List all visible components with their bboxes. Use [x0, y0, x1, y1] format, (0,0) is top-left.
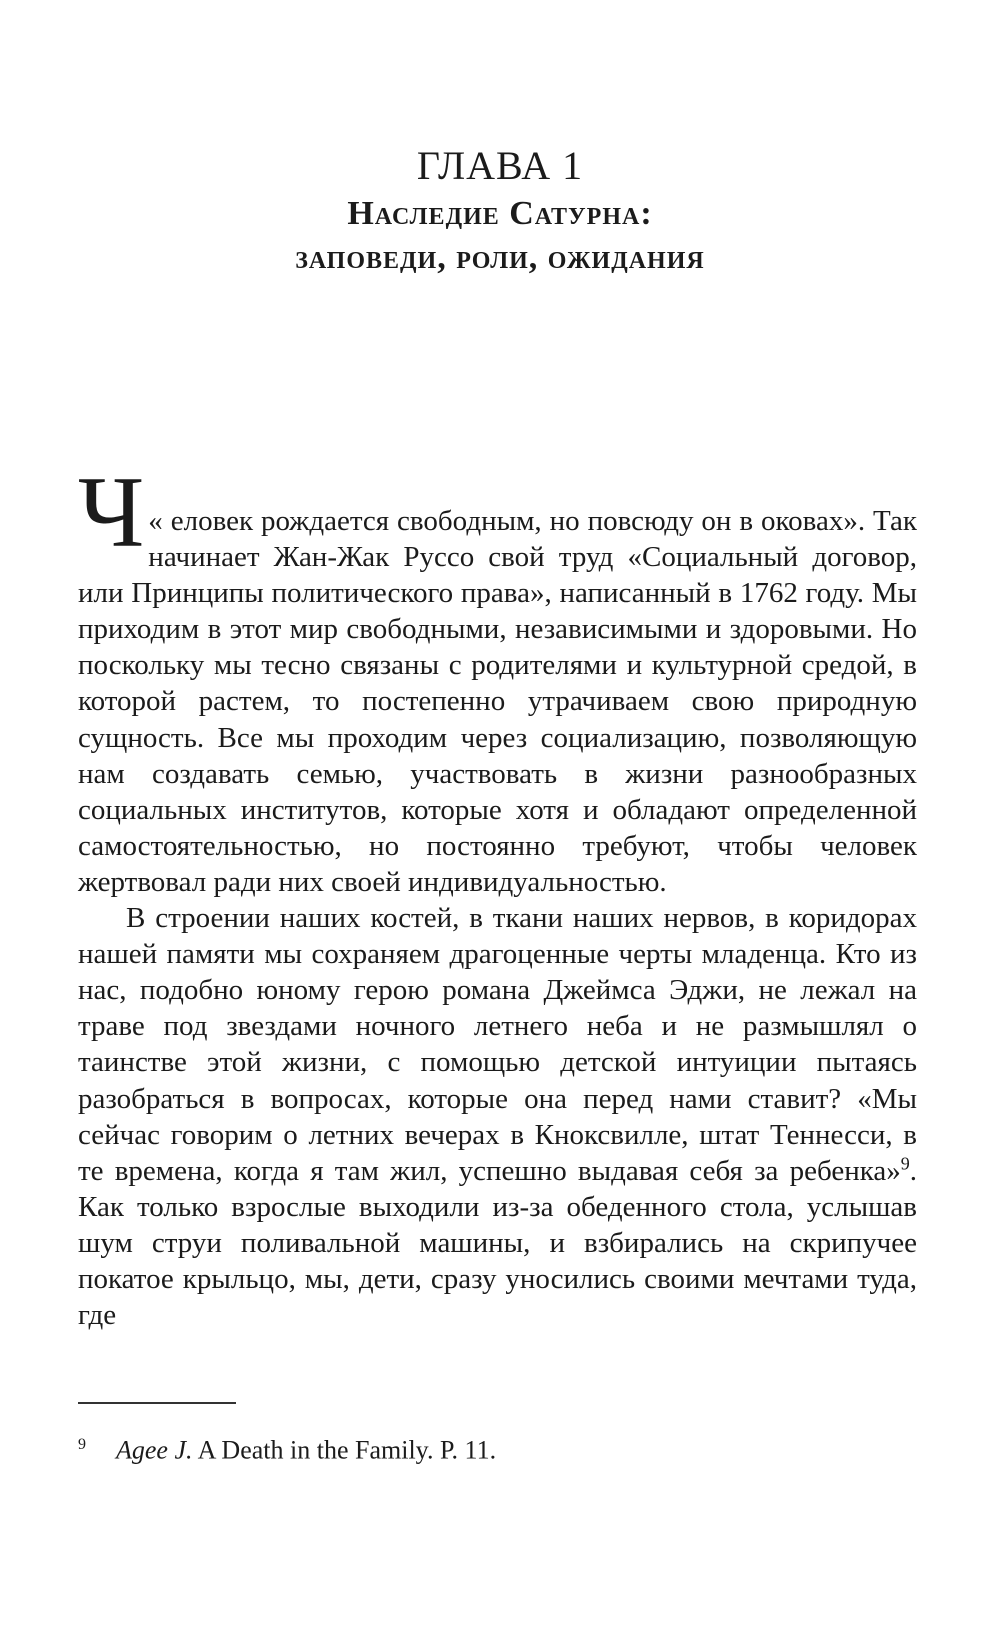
chapter-label: ГЛАВА 1 [416, 143, 584, 188]
paragraph-2-continuation: . Как только взрослые выходили из-за обеденного стола, услышав шум струи поливальной машины, и взбирались на скрипучее покатое крыльцо, мы, дети, сразу уносились своими мечтами туда, где [78, 1154, 917, 1332]
footnote-reference[interactable]: 9 [900, 1153, 910, 1174]
chapter-title-line-1: Наследие Сатурна: [347, 195, 653, 232]
paragraph-2-text: В строении наших костей, в ткани наших нервов, в коридорах нашей памяти мы сохраняем драгоценные черты младенца. Кто из нас, подобно юному герою романа Джеймса Эджи, не лежал на траве под звездами ночного летнего неба и не размышлял о таинстве этой жизни, с помощью детской интуиции пытаясь разобраться в вопросах, которые она перед нами ставит? «Мы сейчас говорим о летних вечерах в Кноксвилле, штат Теннесси, в те времена, когда я там жил, успешно выдавая себя за ребенка» [78, 902, 917, 1187]
footnote-divider [78, 1402, 236, 1404]
first-line-spacer [78, 467, 917, 503]
drop-cap: Ч [78, 456, 145, 569]
paragraph-1-text: еловек рождается свободным, но повсюду он в оковах». Так начинает Жан-Жак Руссо свой труд «Социальный договор, или Принципы политического права», написанный в 1762 году. Мы приходим в этот мир свободными, независимыми и здоровыми. Но поскольку мы тесно связаны с родителями и культурной средой, в которой растем, то постепенно утрачиваем свою природную сущность. Все мы проходим через социализацию, позволяющую нам создавать семью, участвовать в жизни разнообразных социальных институтов, которые хотя и обладают определенной самостоятельностью, но постоянно требуют, чтобы человек жертвовал ради них своей индивидуальностью. [78, 505, 917, 898]
paragraph-1 [78, 505, 917, 898]
chapter-title-line-2: заповеди, роли, ожидания [295, 239, 705, 276]
footnote-text: A Death in the Family. P. 11. [192, 1435, 497, 1465]
footnote-number: 9 [78, 1436, 86, 1453]
paragraph-2 [78, 900, 917, 1333]
footnote [78, 1428, 918, 1468]
opening-quote: « [148, 505, 163, 537]
footnote-author: Agee J. [116, 1435, 193, 1465]
body-text [78, 456, 917, 1333]
